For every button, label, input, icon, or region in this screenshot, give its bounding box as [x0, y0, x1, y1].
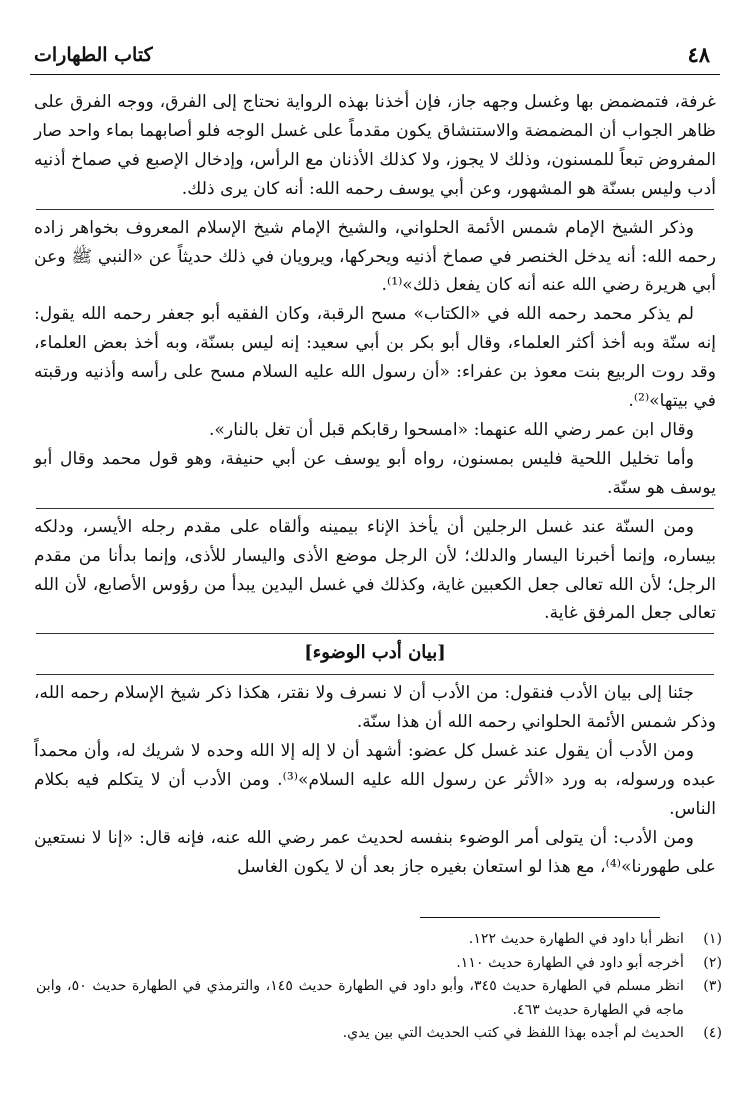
- main-text: [34, 88, 716, 882]
- footnote: [36, 952, 722, 976]
- footnote: [36, 975, 722, 1022]
- paragraph: جئنا إلى بيان الأدب فنقول: من الأدب أن لا نسرف ولا نقتر، هكذا ذكر شيخ الإسلام رحمه الله، وذكر شمس الأئمة الحلواني رحمه الله أن هذا سنّة.: [34, 683, 716, 733]
- footnote-text: الحديث لم أجده بهذا اللفظ في كتب الحديث التي بين يدي.: [342, 1025, 684, 1041]
- footnote-number: (٢): [703, 954, 722, 971]
- running-header: [30, 40, 720, 75]
- footnotes: [36, 928, 722, 1046]
- paragraph: وقال ابن عمر رضي الله عنهما: «امسحوا رقابكم قبل أن تغل بالنار».: [208, 419, 694, 440]
- section-heading: [34, 638, 716, 669]
- paragraph-separator: [36, 633, 714, 634]
- section-heading-text: [بيان أدب الوضوء]: [304, 642, 446, 664]
- footnote-text: انظر مسلم في الطهارة حديث ٣٤٥، وأبو داود في الطهارة حديث ١٤٥، والترمذي في الطهارة حديث ٥٠، وابن ماجه في الطهارة حديث ٤٦٣.: [36, 978, 684, 1018]
- footnote: [36, 928, 722, 952]
- footnote-number: (٣): [703, 978, 722, 994]
- footnote-rule: [420, 917, 660, 918]
- paragraph: غرفة، فتمضمض بها وغسل وجهه جاز، فإن أخذنا بهذه الرواية نحتاج إلى الفرق، ووجه الفرق على ظاهر الجواب أن المضمضة والاستنشاق يكون مقدماً على غسل الوجه فلو أصابهما بماء واحد صار المفروض تبعاً للمسنون، وذلك لا يجوز، ولا كذلك الأذنان مع الرأس، وإدخال الإصبع في صماخ أذنيه أدب وليس بسنّة هو المشهور، وعن أبي يوسف رحمه الله: أنه كان يرى ذلك.: [34, 92, 716, 199]
- footnote-text: انظر أبا داود في الطهارة حديث ١٢٢.: [468, 931, 684, 947]
- paragraph: وأما تخليل اللحية فليس بمسنون، رواه أبو يوسف عن أبي حنيفة، وهو قول محمد وقال أبو يوسف هو سنّة.: [34, 448, 716, 498]
- paragraph-separator: [36, 674, 714, 675]
- page-number: ٤٨: [687, 42, 710, 67]
- paragraph: وذكر الشيخ الإمام شمس الأئمة الحلواني، والشيخ الإمام شيخ الإسلام المعروف بخواهر زاده رحمه الله: أنه يدخل الخنصر في صماخ أذنيه ويحركها، ويرويان في ذلك حديثاً عن «النبي ﷺ وعن أبي هريرة رضي الله عنه أنه كان يفعل ذلك»⁽¹⁾.: [34, 217, 716, 296]
- footnote: [36, 1022, 722, 1046]
- paragraph: لم يذكر محمد رحمه الله في «الكتاب» مسح الرقبة، وكان الفقيه أبو جعفر رحمه الله يقول: إنه سنّة وبه أخذ أكثر العلماء، وقال أبو بكر بن أبي سعيد: إنه ليس بسنّة، وبه أخذ بعض العلماء، وقد روت الربيع بنت معوذ بن عفراء: «أن رسول الله عليه السلام مسح على رأسه وأذنيه ورقبته في بيتها»⁽²⁾.: [34, 304, 716, 412]
- paragraph-separator: [36, 209, 714, 210]
- paragraph: ومن السنّة عند غسل الرجلين أن يأخذ الإناء بيمينه وألقاه على مقدم رجله الأيسر، ودلكه بيساره، وإنما أخبرنا اليسار والدلك؛ لأن الرجل موضع الأذى واليسار للأذى، وإنما بدأنا من مقدم الرجل؛ لأن الله تعالى جعل الكعبين غاية، وكذلك في غسل اليدين يبدأ من رؤوس الأصابع، لأن الله تعالى جعل المرفق غاية.: [34, 516, 716, 624]
- footnote-text: أخرجه أبو داود في الطهارة حديث ١١٠.: [456, 954, 684, 971]
- footnote-number: (١): [703, 931, 722, 947]
- paragraph: ومن الأدب أن يقول عند غسل كل عضو: أشهد أن لا إله إلا الله وحده لا شريك له، وأن محمداً عبده ورسوله، به ورد «الأثر عن رسول الله عليه السلام»⁽³⁾. ومن الأدب أن لا يتكلم فيه بكلام الناس.: [34, 741, 717, 819]
- paragraph-separator: [36, 508, 714, 509]
- paragraph: ومن الأدب: أن يتولى أمر الوضوء بنفسه لحديث عمر رضي الله عنه، فإنه قال: «إنا لا نستعين على طهورنا»⁽⁴⁾، مع هذا لو استعان بغيره جاز بعد أن لا يكون الغاسل: [34, 827, 716, 877]
- book-title: كتاب الطهارات: [34, 44, 153, 66]
- footnote-number: (٤): [703, 1025, 722, 1041]
